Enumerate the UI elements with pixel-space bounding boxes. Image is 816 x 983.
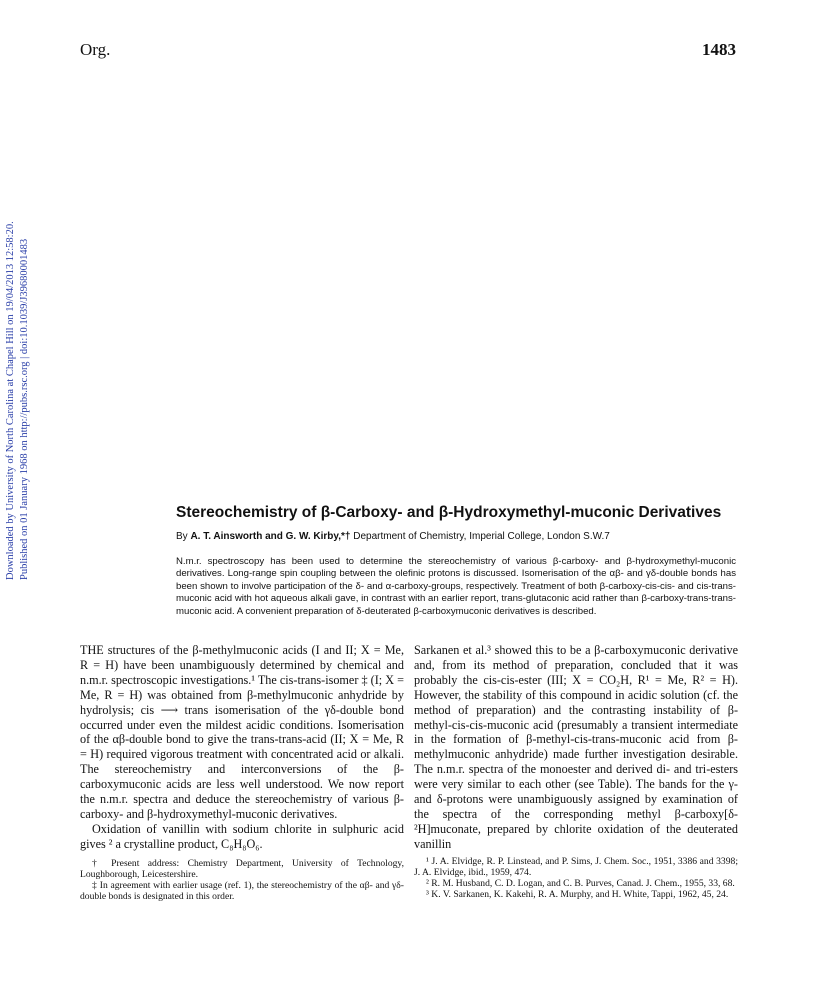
article-title: Stereochemistry of β-Carboxy- and β-Hydroxymethyl-muconic Derivatives (176, 504, 722, 521)
reference-1: ¹ J. A. Elvidge, R. P. Linstead, and P. Sims, J. Chem. Soc., 1951, 3386 and 3398; J. A. Elvidge, ibid., 1959, 474. (414, 855, 738, 878)
affiliation: Department of Chemistry, Imperial College, London S.W.7 (353, 531, 610, 542)
body-paragraph-oxidation: Oxidation of vanillin with sodium chlorite in sulphuric acid gives ² a crystalline product, C₈H₈O₆. (80, 821, 404, 851)
abstract: N.m.r. spectroscopy has been used to determine the stereochemistry of various β-carboxy- and β-hydroxymethyl-muconic derivatives. Long-range spin coupling between the olefinic protons is discussed. Isomerisation of the αβ- and γδ-double bonds has been shown to involve participation of the δ- and α-carboxy-groups, respectively. Treatment of both β-carboxy-cis-cis- and cis-trans-muconic acid with hot aqueous alkali gave, in contrast with an earlier report, trans-glutaconic acid rather than β-carboxy-trans-trans-muconic acid. A convenient preparation of δ-deuterated β-carboxymuconic derivatives is described. (176, 556, 736, 617)
reference-3: ³ K. V. Sarkanen, K. Kakehi, R. A. Murphy, and H. White, Tappi, 1962, 45, 24. (426, 889, 729, 901)
footnote-dagger: † Present address: Chemistry Department, University of Technology, Loughborough, Leicestershire. (80, 857, 404, 880)
footnotes (80, 858, 404, 903)
by-label: By (176, 531, 188, 542)
running-header-journal: Org. (80, 40, 111, 59)
watermark-download-line: Downloaded by University of North Carolina at Chapel Hill on 19/04/2013 12:58:20. (5, 221, 16, 580)
body-paragraph-sarkanen: Sarkanen et al.³ showed this to be a β-carboxymuconic derivative and, from its method of preparation, concluded that it was probably the cis-cis-ester (III; X = CO₂H, R¹ = Me, R² = H). However, the stability of this compound in acidic solution (cf. the method of preparation) and the contrasting instability of β-methyl-cis-cis-muconic acid (presumably a transient intermediate in the formation of β-methyl-cis-trans-muconic acid from β-methylmuconic anhydride) made further investigation desirable. The n.m.r. spectra of the monoester and derived di- and tri-esters were very similar to each other (see Table). The bands for the γ- and δ-protons were unambiguously assigned by examination of the spectra of the corresponding methyl β-carboxy[δ-²H]muconate, prepared by chlorite oxidation of the deuterated vanillin (414, 643, 738, 851)
body-paragraph-intro: THE structures of the β-methylmuconic acids (I and II; X = Me, R = H) have been unambiguously determined by chemical and n.m.r. spectroscopic investigations.¹ The cis-trans-isomer ‡ (I; X = Me, R = H) was obtained from β-methylmuconic anhydride by hydrolysis; cis ⟶ trans isomerisation of the γδ-double bond occurred under even the mildest acidic conditions. Isomerisation of the αβ-double bond to give the trans-trans-acid (II; X = Me, R = H) required vigorous treatment with concentrated acid or alkali. The stereochemistry and interconversions of the β-carboxymuconic acids are less well understood. We now report the n.m.r. spectra and deduce the stereochemistry of various β-carboxy- and β-hydroxymethyl-muconic derivatives. (80, 643, 404, 821)
author-line (176, 531, 746, 542)
author-names: A. T. Ainsworth and G. W. Kirby,*† (190, 531, 351, 542)
right-column (414, 643, 738, 901)
page-number: 1483 (702, 40, 736, 59)
left-column (80, 643, 404, 903)
footnote-double-dagger: ‡ In agreement with earlier usage (ref. 1), the stereochemistry of the αβ- and γδ-double bonds is designated in this order. (80, 880, 404, 903)
download-watermark (4, 221, 32, 580)
reference-2: ² R. M. Husband, C. D. Logan, and C. B. Purves, Canad. J. Chem., 1955, 33, 68. (426, 878, 735, 890)
references (414, 856, 738, 901)
watermark-published-line: Published on 01 January 1968 on http://pubs.rsc.org | doi:10.1039/J39680001483 (19, 238, 30, 580)
